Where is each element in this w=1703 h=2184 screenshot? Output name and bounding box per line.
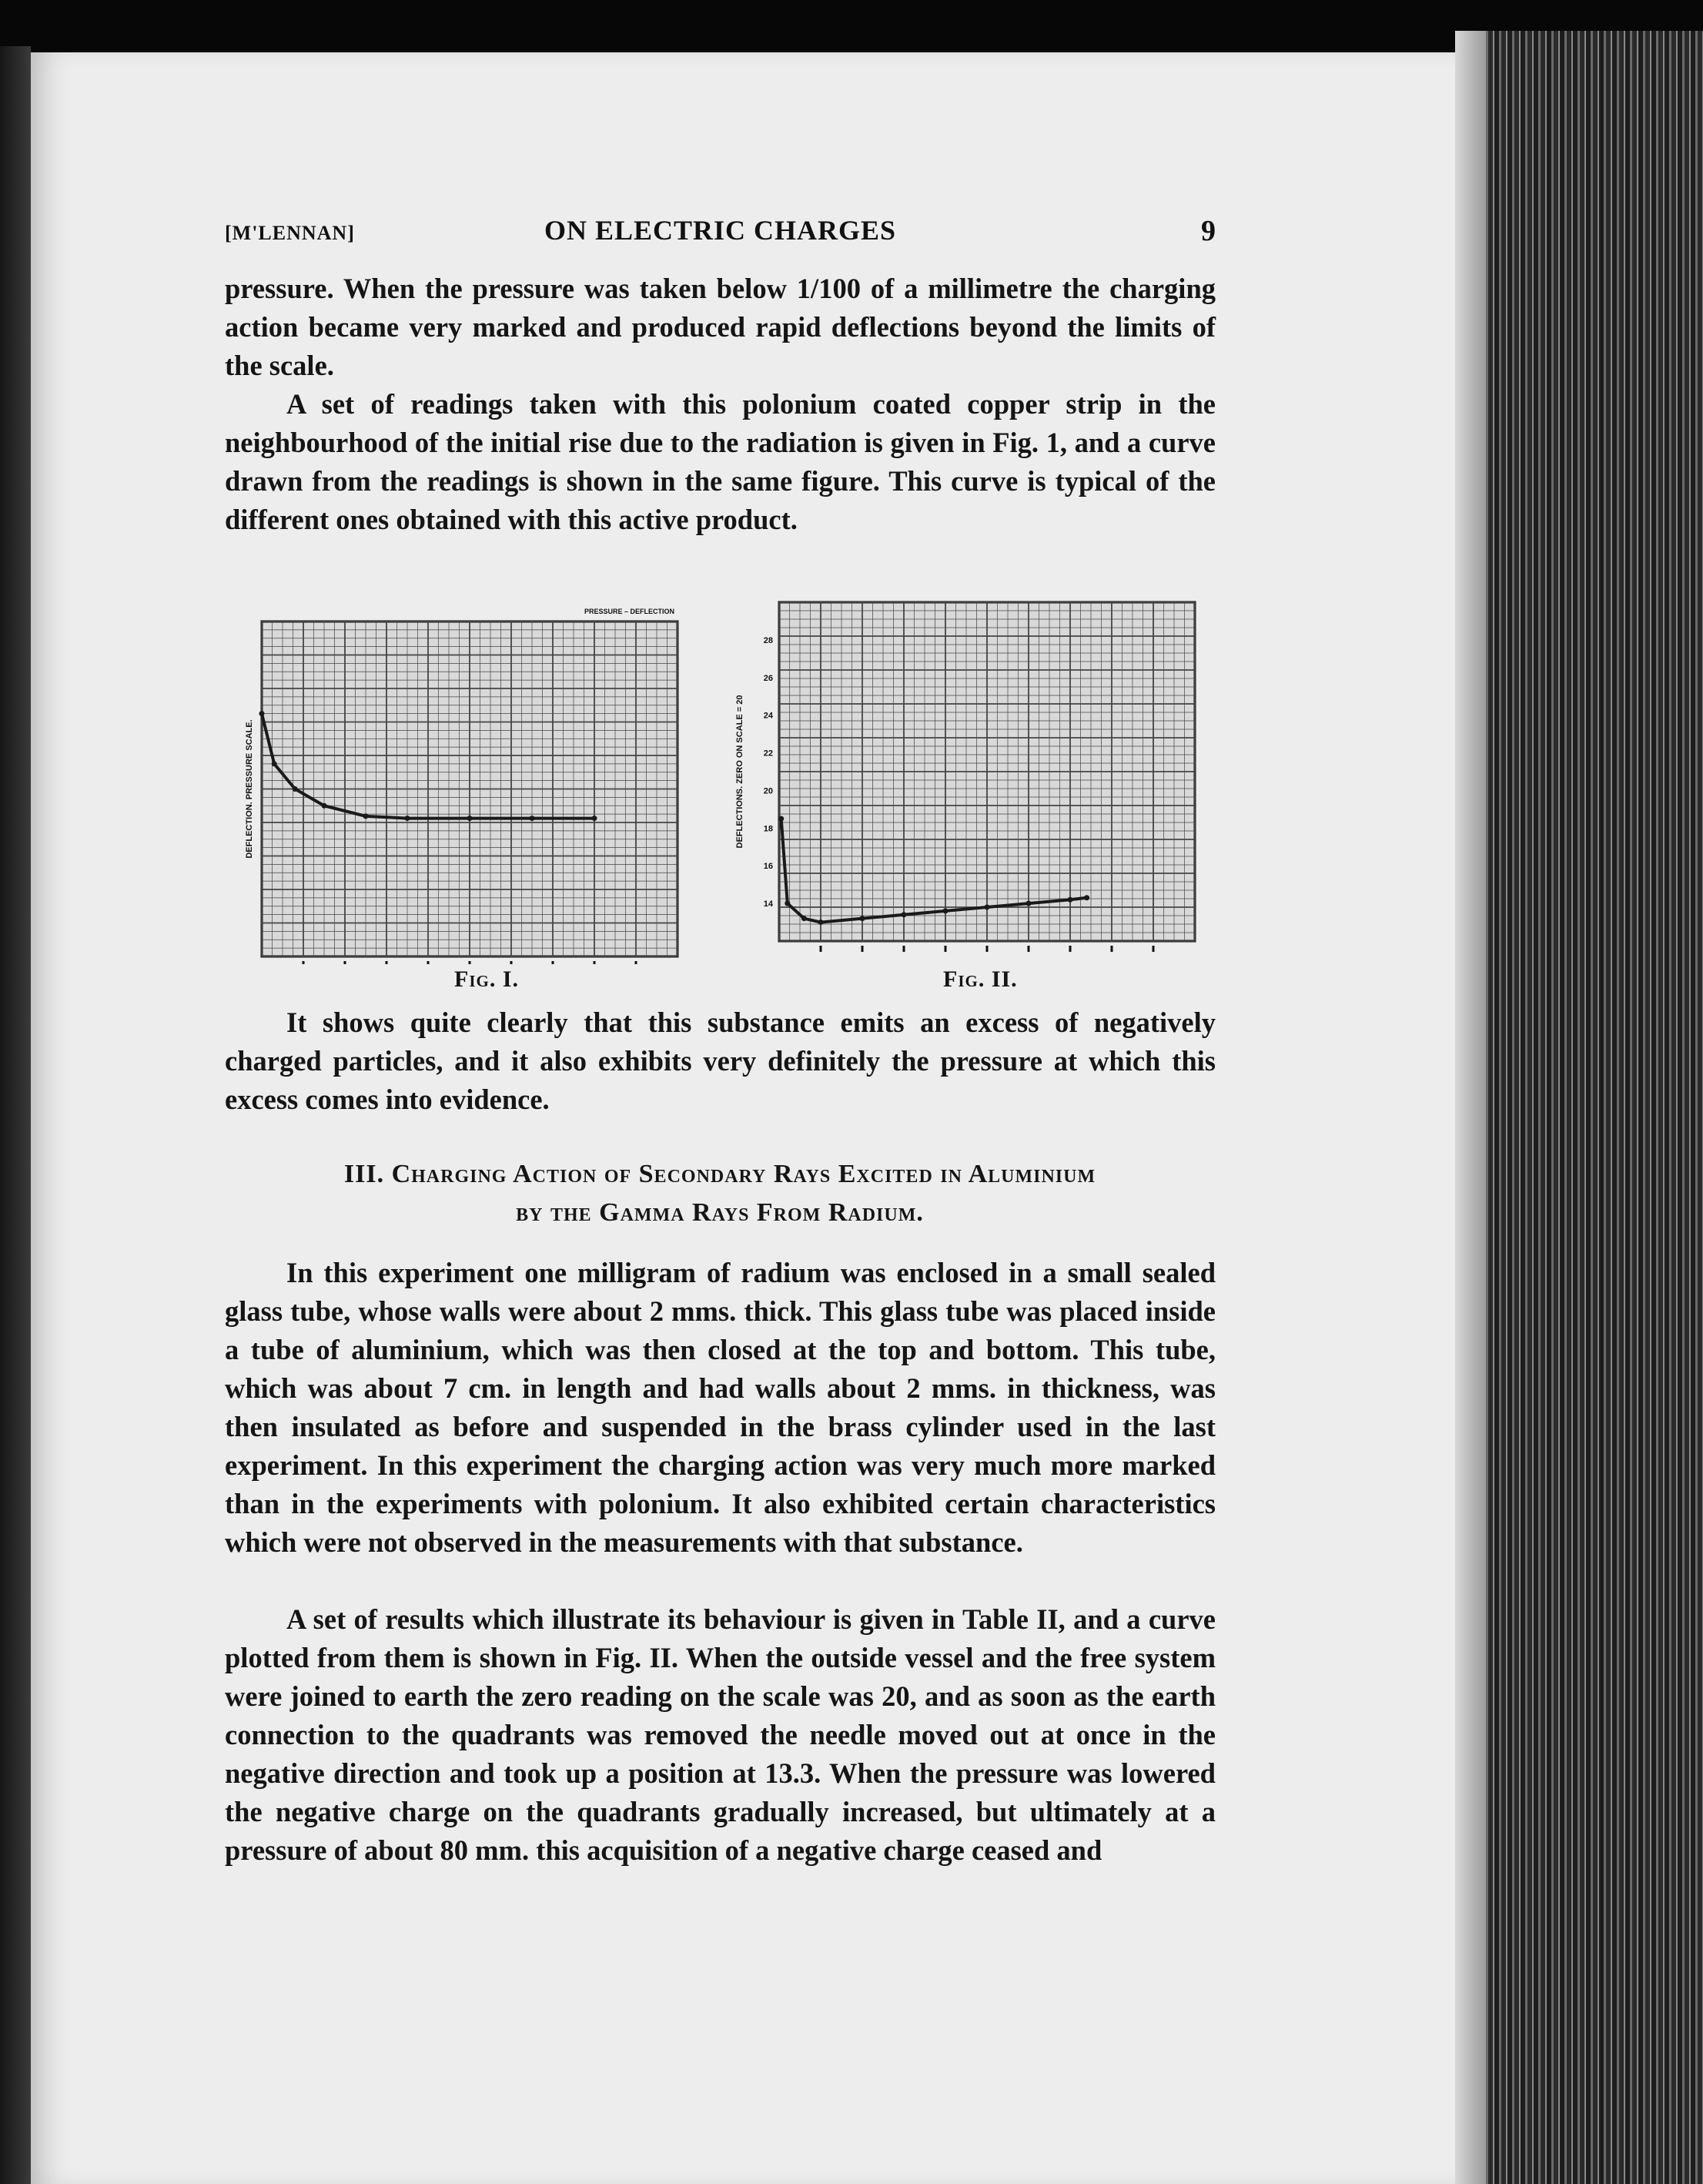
y-tick-label: 28 — [763, 635, 773, 645]
paragraph-4: In this experiment one milligram of radium was enclosed in a small sealed glass tube, whose walls were about 2 mms. thick. This glass tube was placed inside a tube of aluminium, which was then closed at the top and bottom. This tube, which was about 7 cm. in length and had walls about 2 mms. in thickness, was then insulated as before and suspended in the brass cylinder used in the last experiment. In this experiment the charging action was very much more marked than in the experiments with polonium. It also exhibited certain characteristics which were not observed in the measurements with that substance. — [225, 1257, 1216, 1558]
data-point — [363, 813, 369, 819]
y-tick-label: 24 — [763, 711, 773, 721]
y-tick-label: 18 — [763, 824, 773, 834]
legend-label: PRESSURE – DEFLECTION — [584, 608, 674, 615]
page-stack-edge — [1455, 31, 1703, 2184]
y-axis-label: DEFLECTION. PRESSURE SCALE. — [245, 719, 254, 859]
y-tick-label: 22 — [763, 749, 773, 759]
data-point — [293, 786, 298, 792]
y-tick-label: 26 — [763, 673, 773, 683]
header-author: [M'LENNAN] — [225, 222, 355, 244]
header-title: ON ELECTRIC CHARGES — [544, 215, 897, 246]
paragraph-1: pressure. When the pressure was taken below 1/100 of a millimetre the charging action became very marked and produced rapid deflections beyond the limits of the scale. — [225, 273, 1216, 381]
figure-1-chart — [243, 602, 681, 964]
scan-border — [0, 0, 1703, 54]
y-tick-label: 20 — [763, 786, 773, 796]
section-heading-line-1: III. Charging Action of Secondary Rays Excited in Aluminium — [343, 1160, 1096, 1188]
data-point — [467, 816, 473, 821]
section-heading-line-2: by the Gamma Rays From Radium. — [516, 1198, 924, 1227]
paragraph-3: It shows quite clearly that this substance emits an excess of negatively charged particles, and it also exhibits very definitely the pressure at which this excess comes into evidence. — [225, 1007, 1216, 1115]
figure-2-chart — [725, 593, 1203, 964]
data-point — [530, 816, 535, 821]
data-point — [985, 905, 990, 910]
facing-page-edge — [0, 46, 31, 2184]
running-header — [225, 214, 1216, 253]
paragraph-2: A set of readings taken with this polonium coated copper strip in the neighbourhood of the initial rise due to the radiation is given in Fig. 1, and a curve drawn from the readings is shown in the same figure. This curve is typical of the different ones obtained with this active product. — [225, 388, 1216, 535]
data-point — [1026, 901, 1032, 906]
y-tick-label: 16 — [763, 862, 773, 872]
data-point — [592, 816, 597, 821]
data-point — [902, 912, 907, 917]
data-point — [272, 761, 277, 766]
data-point — [322, 803, 327, 809]
y-axis-label: DEFLECTIONS. ZERO ON SCALE = 20 — [735, 695, 744, 849]
figure-2-caption: Fig. II. — [943, 966, 1018, 992]
data-point — [405, 816, 410, 821]
figure-1 — [243, 602, 681, 964]
data-point — [801, 916, 807, 921]
data-point — [1068, 897, 1073, 903]
section-heading — [223, 1155, 1216, 1232]
data-point — [1084, 895, 1089, 900]
data-point — [860, 916, 865, 921]
y-tick-label: 14 — [763, 899, 773, 909]
figure-1-caption: Fig. I. — [454, 966, 520, 992]
data-point — [785, 901, 790, 906]
data-point — [818, 919, 824, 925]
figure-2 — [725, 593, 1203, 964]
page-number: 9 — [1201, 215, 1216, 247]
paragraph-5: A set of results which illustrate its behaviour is given in Table II, and a curve plotted from them is shown in Fig. II. When the outside vessel and the free system were joined to earth the zero reading on the scale was 20, and as soon as the earth connection to the quadrants was removed the needle moved out at once in the negative direction and took up a position at 13.3. When the pressure was lowered the negative charge on the quadrants gradually increased, but ultimately at a pressure of about 80 mm. this acquisition of a negative charge ceased and — [225, 1603, 1216, 1866]
data-point — [259, 711, 265, 716]
data-point — [943, 908, 949, 913]
data-point — [778, 816, 784, 822]
